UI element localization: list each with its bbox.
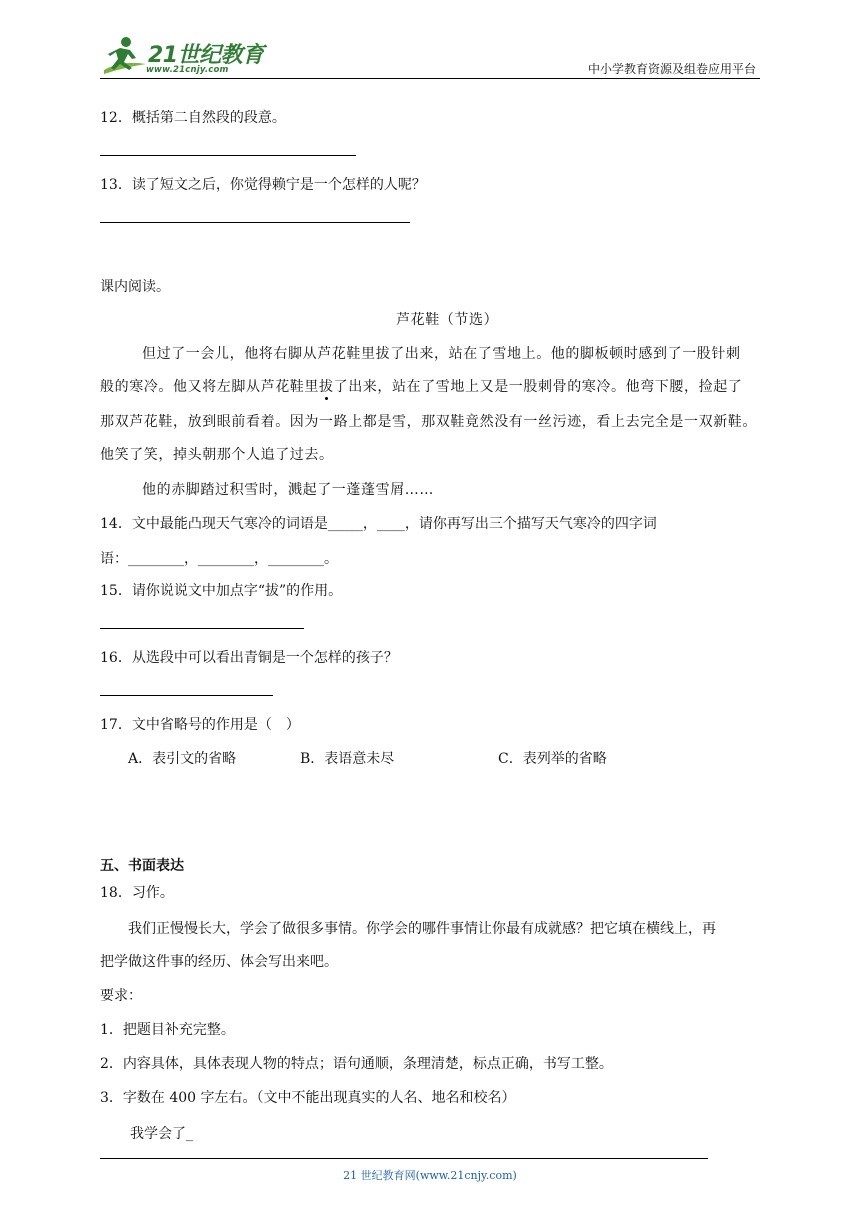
requirement-2: 2．内容具体，具体表现人物的特点；语句通顺，条理清楚，标点正确，书写工整。 <box>100 1056 613 1072</box>
passage-line-2 <box>100 376 742 396</box>
answer-line-13[interactable] <box>100 222 410 223</box>
footer-text: 21 世纪教育网(www.21cnjy.com) <box>343 1169 517 1182</box>
passage-line-1: 但过了一会儿，他将右脚从芦花鞋里拔了出来，站在了雪地上。他的脚板顿时感到了一股针刺 <box>142 346 741 362</box>
logo-text: 21世纪教育 <box>148 43 264 68</box>
requirement-3: 3．字数在 400 字左右。（文中不能出现真实的人名、地名和校名） <box>100 1090 516 1106</box>
passage-title: 芦花鞋（节选） <box>396 312 499 328</box>
passage-line-2b: 了出来，站在了雪地上又是一股刺骨的寒冷。他弯下腰，捡起了 <box>333 379 743 395</box>
option-b[interactable]: B．表语意未尽 <box>300 751 395 767</box>
answer-line-12[interactable] <box>100 155 356 156</box>
passage-line-3: 那双芦花鞋，放到眼前看着。因为一路上都是雪，那双鞋竟然没有一丝污迹，看上去完全是一双新鞋。 <box>100 414 757 430</box>
logo-url: www.21cnjy.com <box>146 65 229 75</box>
option-c[interactable]: C．表列举的省略 <box>498 751 607 767</box>
question-12: 12．概括第二自然段的段意。 <box>100 110 286 126</box>
option-a[interactable]: A．表引文的省略 <box>128 751 237 767</box>
essay-title-prompt[interactable]: 我学会了_ <box>130 1126 193 1142</box>
requirements-label: 要求： <box>100 988 142 1004</box>
dotted-word: 拔 <box>319 376 334 396</box>
header-divider <box>100 78 760 79</box>
question-15: 15．请你说说文中加点字“拔”的作用。 <box>100 583 343 599</box>
reading-label: 课内阅读。 <box>100 279 170 295</box>
question-13: 13．读了短文之后，你觉得赖宁是一个怎样的人呢？ <box>100 177 426 193</box>
runner-icon <box>96 34 148 78</box>
answer-line-16[interactable] <box>100 695 273 696</box>
question-14-line-2: 语：________，________，________。 <box>100 551 338 567</box>
passage-paragraph-2: 他的赤脚踏过积雪时，溅起了一蓬蓬雪屑…… <box>142 482 434 498</box>
question-17: 17．文中省略号的作用是（ ） <box>100 717 300 733</box>
essay-prompt-line-2: 把学做这件事的经历、体会写出来吧。 <box>100 954 338 970</box>
question-14-line-1: 14．文中最能凸现天气寒冷的词语是_____，____，请你再写出三个描写天气寒冷的四字词 <box>100 516 657 532</box>
site-logo <box>96 34 266 78</box>
section-heading: 五、书面表达 <box>100 858 184 874</box>
passage-line-4: 他笑了笑，掉头朝那个人追了过去。 <box>100 447 334 463</box>
answer-line-15[interactable] <box>100 628 304 629</box>
footer-divider <box>100 1158 708 1159</box>
platform-name: 中小学教育资源及组卷应用平台 <box>587 62 756 76</box>
passage-line-2a: 般的寒冷。他又将左脚从芦花鞋里 <box>100 379 319 395</box>
question-18: 18．习作。 <box>100 885 174 901</box>
essay-prompt-line-1: 我们正慢慢长大，学会了做很多事情。你学会的哪件事情让你最有成就感？把它填在横线上，再 <box>128 921 716 937</box>
question-16: 16．从选段中可以看出青铜是一个怎样的孩子？ <box>100 650 398 666</box>
requirement-1: 1．把题目补充完整。 <box>100 1022 235 1038</box>
